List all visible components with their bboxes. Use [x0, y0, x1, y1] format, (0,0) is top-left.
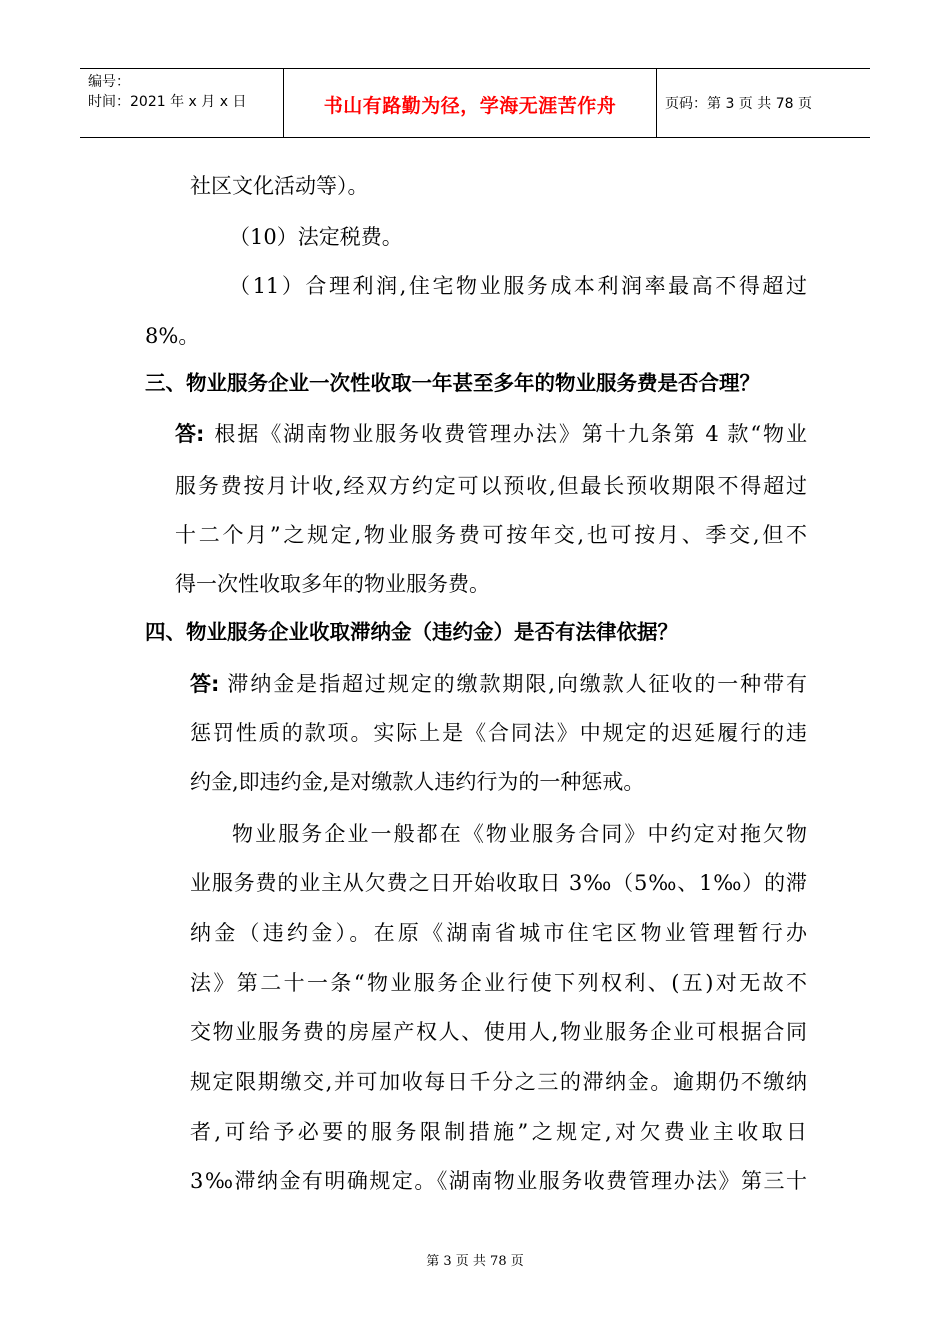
paragraph-line: 法》第二十一条“物业服务企业行使下列权利、(五)对无故不: [190, 971, 807, 995]
paragraph-line: 物业服务企业一般都在《物业服务合同》中约定对拖欠物: [232, 822, 807, 846]
section-heading: 四、物业服务企业收取滞纳金（违约金）是否有法律依据？: [145, 620, 678, 644]
page-info: 页码：第 3 页 共 78 页: [665, 96, 812, 112]
number-label: 编号：: [88, 74, 130, 90]
body-line: （11）合理利润,住宅物业服务成本利润率最高不得超过: [229, 274, 807, 298]
answer-label: 答:: [190, 672, 220, 696]
answer-line: 得一次性收取多年的物业服务费。: [175, 572, 490, 596]
paragraph-line: 者,可给予必要的服务限制措施”之规定,对欠费业主收取日: [190, 1120, 807, 1144]
body-line: 8%。: [145, 324, 200, 348]
answer-text: 滞纳金是指超过规定的缴款期限,向缴款人征收的一种带有: [227, 672, 807, 696]
answer-text: 根据《湖南物业服务收费管理办法》第十九条第 4 款“物业: [214, 422, 807, 446]
paragraph-line: 规定限期缴交,并可加收每日千分之三的滞纳金。逾期仍不缴纳: [190, 1070, 807, 1094]
answer-line: 约金,即违约金,是对缴款人违约行为的一种惩戒。: [190, 770, 645, 794]
motto: 书山有路勤为径，学海无涯苦作舟: [323, 95, 617, 117]
time-label: 时间：2021 年 x 月 x 日: [88, 94, 247, 110]
body-line: （10）法定税费。: [229, 225, 403, 249]
answer-label: 答:: [175, 422, 205, 446]
answer-line: [175, 424, 807, 445]
answer-line: 服务费按月计收,经双方约定可以预收,但最长预收期限不得超过: [175, 474, 807, 498]
header-left-cell: [80, 69, 284, 137]
body-line: 社区文化活动等）。: [190, 174, 369, 198]
header-right-cell: [657, 69, 870, 137]
paragraph-line: 业服务费的业主从欠费之日开始收取日 3‰（5‰、1‰）的滞: [190, 871, 807, 895]
document-header: [80, 68, 870, 138]
section-heading: 三、物业服务企业一次性收取一年甚至多年的物业服务费是否合理？: [145, 371, 760, 395]
page-footer: 第 3 页 共 78 页: [426, 1254, 524, 1269]
paragraph-line: 交物业服务费的房屋产权人、使用人,物业服务企业可根据合同: [190, 1020, 807, 1044]
answer-line: [190, 674, 807, 695]
answer-line: 十二个月”之规定,物业服务费可按年交,也可按月、季交,但不: [175, 523, 807, 547]
answer-line: 惩罚性质的款项。实际上是《合同法》中规定的迟延履行的违: [190, 721, 807, 745]
header-middle-cell: [284, 69, 657, 137]
paragraph-line: 3‰滞纳金有明确规定。《湖南物业服务收费管理办法》第三十: [190, 1169, 807, 1193]
paragraph-line: 纳金（违约金）。在原《湖南省城市住宅区物业管理暂行办: [190, 921, 807, 945]
